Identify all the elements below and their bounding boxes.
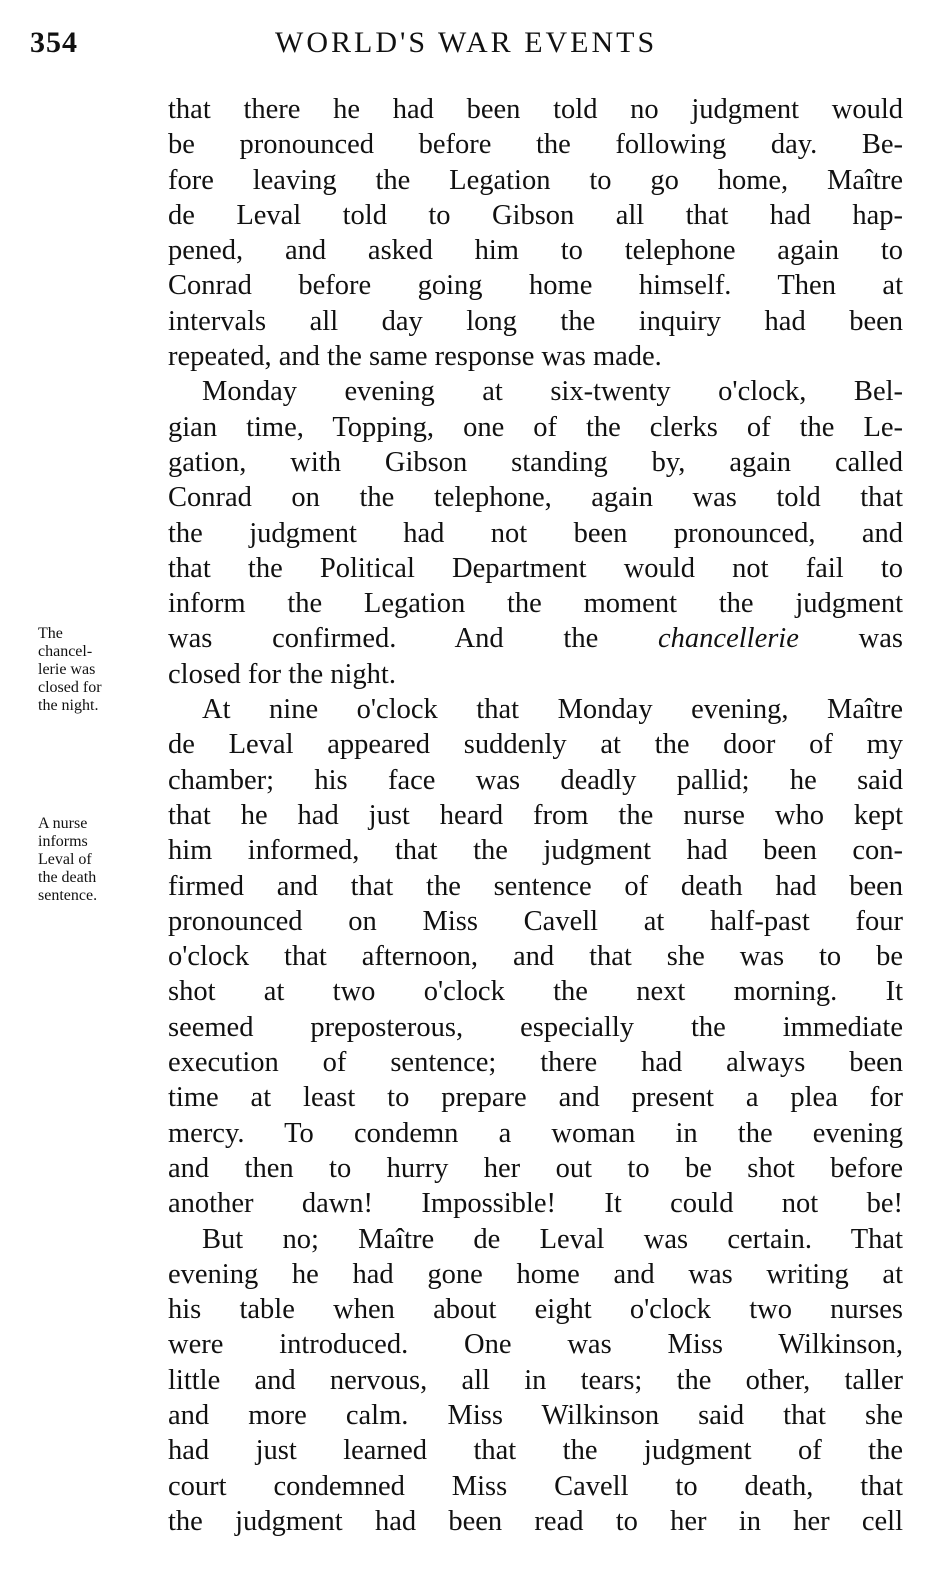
text-line: seemed preposterous, especially the immediate: [168, 1011, 903, 1043]
text-line: intervals all day long the inquiry had been: [168, 305, 903, 337]
text-line: that he had just heard from the nurse who kept: [168, 799, 903, 831]
running-title: WORLD'S WAR EVENTS: [275, 26, 658, 59]
text-line: pronounced on Miss Cavell at half-past four: [168, 905, 903, 937]
text-line: that the Political Department would not fail to: [168, 552, 903, 584]
text-line: fore leaving the Legation to go home, Maître: [168, 164, 903, 196]
text-line: had just learned that the judgment of the: [168, 1435, 903, 1467]
text-line: execution of sentence; there had always been: [168, 1047, 903, 1079]
text-line: inform the Legation the moment the judgment: [168, 588, 903, 620]
margin-note-nurse: [38, 815, 160, 905]
margin-note-line: the death: [38, 869, 97, 886]
text-line: and then to hurry her out to be shot before: [168, 1152, 903, 1184]
text-line: the judgment had not been pronounced, and: [168, 517, 903, 549]
margin-note-line: A nurse: [38, 815, 88, 832]
text-line: But no; Maître de Leval was certain. That: [202, 1223, 903, 1255]
text-line-with-italic: [168, 621, 903, 656]
text-line: the judgment had been read to her in her cell: [168, 1505, 903, 1537]
text-line: o'clock that afternoon, and that she was to be: [168, 941, 903, 973]
margin-note-line: informs: [38, 833, 88, 850]
text-line: were introduced. One was Miss Wilkinson,: [168, 1329, 903, 1361]
text-line: his table when about eight o'clock two nurses: [168, 1294, 903, 1326]
text-line: gation, with Gibson standing by, again called: [168, 446, 903, 478]
margin-note-line: lerie was: [38, 661, 96, 678]
margin-note-line: sentence.: [38, 887, 98, 904]
margin-note-chancellerie: [38, 625, 160, 715]
text-line: time at least to prepare and present a plea for: [168, 1082, 903, 1114]
text-line: that there he had been told no judgment would: [168, 94, 903, 125]
text-line: chamber; his face was deadly pallid; he said: [168, 764, 903, 796]
page-header: [30, 26, 910, 70]
text-line: repeated, and the same response was made.: [168, 341, 662, 373]
text-line: closed for the night.: [168, 658, 396, 690]
margin-note-line: chancel-: [38, 643, 93, 660]
text-line: firmed and that the sentence of death had been: [168, 870, 903, 902]
body-text: [168, 92, 903, 1539]
text-line: Conrad before going home himself. Then at: [168, 270, 903, 302]
text-line: de Leval appeared suddenly at the door of my: [168, 729, 903, 761]
margin-note-line: The: [38, 625, 63, 642]
text-fragment: was: [858, 623, 903, 655]
text-line: de Leval told to Gibson all that had hap-: [168, 199, 903, 231]
text-line: another dawn! Impossible! It could not be!: [168, 1188, 903, 1220]
text-line: mercy. To condemn a woman in the evening: [168, 1117, 903, 1149]
text-fragment: was confirmed. And the: [168, 623, 599, 655]
margin-note-line: the night.: [38, 697, 99, 714]
page-number: 354: [30, 26, 78, 59]
text-line: little and nervous, all in tears; the other, taller: [168, 1364, 903, 1396]
text-line: pened, and asked him to telephone again to: [168, 235, 903, 267]
margin-note-line: Leval of: [38, 851, 92, 868]
text-line: Conrad on the telephone, again was told that: [168, 482, 903, 514]
text-line: court condemned Miss Cavell to death, that: [168, 1470, 903, 1502]
text-line: At nine o'clock that Monday evening, Maître: [202, 694, 903, 726]
text-line: gian time, Topping, one of the clerks of the Le-: [168, 411, 903, 443]
text-line: shot at two o'clock the next morning. It: [168, 976, 903, 1008]
text-line: Monday evening at six-twenty o'clock, Bel-: [202, 376, 903, 408]
text-line: him informed, that the judgment had been con-: [168, 835, 903, 867]
text-line: be pronounced before the following day. Be-: [168, 129, 903, 161]
text-line: and more calm. Miss Wilkinson said that she: [168, 1399, 903, 1431]
text-line: evening he had gone home and was writing at: [168, 1258, 903, 1290]
margin-note-line: closed for: [38, 679, 102, 696]
italic-word: chancellerie: [658, 623, 799, 655]
